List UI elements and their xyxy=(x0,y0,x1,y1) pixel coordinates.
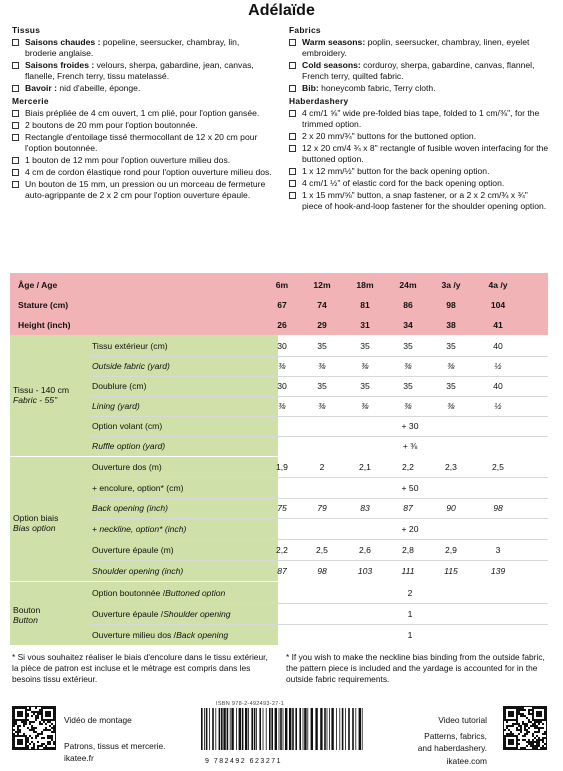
footnote-english: * If you wish to make the neckline bias binding from the outside fabric, the pattern piece is included and the yardage is accounted for in the outside fabric requirements. xyxy=(286,652,545,684)
cell-value: 35 xyxy=(360,381,370,391)
item-text: 1 x 12 mm/½" button for the back opening option. xyxy=(302,166,490,176)
cell-value: 74 xyxy=(317,300,327,310)
row-label: Doublure (cm) xyxy=(92,381,147,391)
cell-value: 98 xyxy=(493,503,503,514)
row-label: Height (inch) xyxy=(18,320,71,330)
biais-row xyxy=(10,498,548,518)
cell-value: 87 xyxy=(277,565,287,576)
cell-value: ⅜ xyxy=(278,401,286,411)
tissu-row xyxy=(10,436,548,456)
video-label-en: Video tutorial xyxy=(438,715,487,725)
cell-value: 3 xyxy=(495,544,501,555)
qr-code-en[interactable] xyxy=(503,706,547,750)
item-text: 4 cm/1 ½" of elastic cord for the back opening option. xyxy=(302,178,505,188)
haberdashery-item xyxy=(12,155,272,166)
checkbox[interactable] xyxy=(289,39,296,46)
cell-value: 26 xyxy=(277,320,287,330)
cell-value: 4a /y xyxy=(488,280,508,290)
cell-value: 2,2 xyxy=(402,462,414,472)
row-label: Ouverture dos (m) xyxy=(92,462,162,472)
cell-value: 2,6 xyxy=(359,544,371,555)
checkbox[interactable] xyxy=(12,157,19,164)
row-label xyxy=(92,609,231,619)
mercerie-heading: Mercerie xyxy=(12,96,49,106)
cell-value: 67 xyxy=(277,300,287,310)
cell-value: 38 xyxy=(446,320,456,330)
fabric-list-text: poplin, seersucker, chambray, linen, eyelet embroidery. xyxy=(302,37,530,58)
haberdashery-item xyxy=(289,166,549,177)
cell-value: ⅜ xyxy=(278,361,286,371)
cell-value: 2,5 xyxy=(316,544,328,555)
checkbox[interactable] xyxy=(289,192,296,199)
item-text: 1 bouton de 12 mm pour l'option ouverture milieu dos. xyxy=(25,155,231,165)
cell-value: ⅜ xyxy=(447,361,455,371)
fabric-item xyxy=(12,37,272,59)
checkbox[interactable] xyxy=(289,85,296,92)
haberdashery-heading: Haberdashery xyxy=(289,96,349,106)
checkbox[interactable] xyxy=(289,110,296,117)
haberdashery-item xyxy=(289,108,549,130)
qr-code-fr[interactable] xyxy=(12,706,56,750)
season-label: Warm seasons: xyxy=(302,37,366,47)
cell-value: 12m xyxy=(313,280,331,290)
cell-value: 35 xyxy=(403,341,413,351)
season-label: Cold seasons: xyxy=(302,60,361,70)
checkbox[interactable] xyxy=(12,122,19,129)
tissu-row xyxy=(10,416,548,436)
haberdashery-item xyxy=(12,132,272,154)
item-text: Un bouton de 15 mm, un pression ou un morceau de fermeture auto-agrippante de 2 x 2 cm pour l'option ouverture épaule. xyxy=(25,179,266,200)
cell-value: 1,9 xyxy=(276,462,288,472)
row-label xyxy=(92,588,225,598)
row-label: Shoulder opening (inch) xyxy=(92,565,184,576)
english-materials-column xyxy=(289,24,549,212)
cell-value: 2,2 xyxy=(276,544,288,555)
row-label: Option volant (cm) xyxy=(92,421,163,431)
links-label-en-1: Patterns, fabrics, xyxy=(424,731,487,741)
item-text: Rectangle d'entoilage tissé thermocollant de 12 x 20 cm pour l'option boutonnée. xyxy=(25,132,258,153)
fabric-item xyxy=(289,83,549,94)
cell-value: 35 xyxy=(403,381,413,391)
cell-value: 30 xyxy=(277,381,287,391)
item-text: 4 cm/1 ⅝" wide pre-folded bias tape, folded to 1 cm/⅜", for the trimmed option. xyxy=(302,108,540,129)
item-text: 2 x 20 mm/¾" buttons for the buttoned option. xyxy=(302,131,477,141)
haberdashery-item xyxy=(12,167,272,178)
cell-value: ⅜ xyxy=(404,361,412,371)
cell-value: 34 xyxy=(403,320,413,330)
cell-value: 2,8 xyxy=(402,544,414,555)
height-row xyxy=(10,315,548,335)
tissu-row xyxy=(10,396,548,416)
row-label: + encolure, option* (cm) xyxy=(92,482,184,493)
tissu-row xyxy=(10,336,548,356)
video-label-fr: Vidéo de montage xyxy=(64,715,132,725)
item-text: 12 x 20 cm/4 ¾ x 8" rectangle of fusible woven interfacing for the buttoned option. xyxy=(302,143,549,164)
season-label: Bib: xyxy=(302,83,319,93)
tissu-row xyxy=(10,356,548,376)
row-label: Âge / Age xyxy=(18,280,58,290)
cell-value: 35 xyxy=(317,341,327,351)
checkbox[interactable] xyxy=(289,62,296,69)
haberdashery-item xyxy=(289,131,549,142)
haberdashery-item xyxy=(289,178,549,189)
cell-value: 2,9 xyxy=(445,544,457,555)
bouton-row xyxy=(10,604,548,624)
tissu-group-label: Tissu - 140 cm Fabric - 55" xyxy=(13,385,70,405)
french-materials-column xyxy=(12,24,272,201)
checkbox[interactable] xyxy=(12,39,19,46)
fabric-item xyxy=(12,60,272,82)
cell-value: 75 xyxy=(277,503,287,514)
footnote-french: * Si vous souhaitez réaliser le biais d'encolure dans le tissu extérieur, la pièce de patron est incluse et le métrage est compris dans les besoins tissu extérieur. xyxy=(12,652,268,684)
tissus-heading: Tissus xyxy=(12,25,41,35)
cell-value: 2,1 xyxy=(359,462,371,472)
cell-value: 104 xyxy=(490,300,506,310)
span-value: + 30 xyxy=(401,421,419,431)
bouton-group-label: Bouton Button xyxy=(13,605,41,625)
fabric-list-text: nid d'abeille, éponge. xyxy=(57,83,141,93)
haberdashery-item xyxy=(289,190,549,212)
cell-value: ⅜ xyxy=(447,401,455,411)
cell-value: 139 xyxy=(490,565,506,576)
checkbox[interactable] xyxy=(289,145,296,152)
haberdashery-item xyxy=(12,120,272,131)
bouton-row xyxy=(10,583,548,603)
cell-value: 2 xyxy=(319,462,325,472)
cell-value: 103 xyxy=(357,565,373,576)
biais-row xyxy=(10,478,548,498)
biais-row xyxy=(10,561,548,581)
row-label: Lining (yard) xyxy=(92,401,140,411)
cell-value: 35 xyxy=(446,341,456,351)
haberdashery-item xyxy=(12,108,272,119)
season-label: Bavoir : xyxy=(25,83,57,93)
span-value: 2 xyxy=(407,588,413,598)
row-label: Tissu extérieur (cm) xyxy=(92,341,168,351)
cell-value: ⅜ xyxy=(404,401,412,411)
cell-value: 2,3 xyxy=(445,462,457,472)
checkbox[interactable] xyxy=(12,62,19,69)
row-label: + neckline, option* (inch) xyxy=(92,524,187,535)
cell-value: 98 xyxy=(317,565,327,576)
cell-value: 115 xyxy=(444,565,458,576)
season-label: Saisons froides : xyxy=(25,60,95,70)
row-label: Stature (cm) xyxy=(18,300,69,310)
item-text: 1 x 15 mm/⅝" button, a snap fastener, or a 2 x 2 cm/¾ x ¾" piece of hook-and-loop fastener for the shoulder opening option. xyxy=(302,190,547,211)
cell-value: ½ xyxy=(494,361,502,371)
cell-value: 2,5 xyxy=(492,462,504,472)
barcode-digits: 9 782492 623271 xyxy=(205,758,282,765)
checkbox[interactable] xyxy=(12,134,19,141)
cell-value: 81 xyxy=(360,300,370,310)
cell-value: 3a /y xyxy=(441,280,461,290)
cell-value: 79 xyxy=(317,503,327,514)
cell-value: 41 xyxy=(493,320,503,330)
row-label: Ruffle option (yard) xyxy=(92,441,166,451)
cell-value: ⅜ xyxy=(318,401,326,411)
span-value: + ⅜ xyxy=(402,441,418,451)
cell-value: 111 xyxy=(401,565,415,576)
cell-value: 98 xyxy=(446,300,456,310)
cell-value: ⅜ xyxy=(361,401,369,411)
label-en: Buttoned option xyxy=(165,588,226,598)
span-value: 1 xyxy=(407,609,413,619)
biais-row xyxy=(10,540,548,560)
season-label: Saisons chaudes : xyxy=(25,37,101,47)
checkbox[interactable] xyxy=(289,180,296,187)
cell-value: 30 xyxy=(277,341,287,351)
cell-value: ⅜ xyxy=(318,361,326,371)
item-text: Biais prépliée de 4 cm ouvert, 1 cm plié, pour l'option gansée. xyxy=(25,108,260,118)
cell-value: 35 xyxy=(446,381,456,391)
fabric-item xyxy=(12,83,272,94)
haberdashery-item xyxy=(12,179,272,201)
cell-value: ⅜ xyxy=(361,361,369,371)
cell-value: 24m xyxy=(399,280,417,290)
biais-row xyxy=(10,457,548,477)
cell-value: 35 xyxy=(317,381,327,391)
row-label: Ouverture épaule (m) xyxy=(92,544,174,555)
checkbox[interactable] xyxy=(289,133,296,140)
item-text: 2 boutons de 20 mm pour l'option boutonnée. xyxy=(25,120,198,130)
links-label-en-2: and haberdashery. xyxy=(417,743,487,753)
cell-value: 40 xyxy=(493,341,503,351)
isbn-text: ISBN 978-2-492493-27-1 xyxy=(216,701,285,707)
biais-group-label: Option biais Bias option xyxy=(13,513,59,533)
checkbox[interactable] xyxy=(12,169,19,176)
fabric-list-text: popeline, seersucker, chambray, lin, broderie anglaise. xyxy=(25,37,240,58)
site-en[interactable]: ikatee.com xyxy=(446,756,487,766)
barcode xyxy=(195,706,370,754)
label-en: Back opening xyxy=(176,630,229,640)
checkbox[interactable] xyxy=(12,85,19,92)
site-fr[interactable]: ikatee.fr xyxy=(64,753,94,763)
fabric-list-text: corduroy, sherpa, gabardine, canvas, flannel, French terry, quilted fabric. xyxy=(302,60,535,81)
bouton-row xyxy=(10,625,548,645)
span-value: + 20 xyxy=(401,524,419,535)
tissu-row xyxy=(10,376,548,396)
checkbox[interactable] xyxy=(289,168,296,175)
label-fr: Ouverture milieu dos / xyxy=(92,630,177,640)
fabric-item xyxy=(289,60,549,82)
page-title: Adélaïde xyxy=(248,2,315,19)
span-value: 1 xyxy=(407,630,413,640)
cell-value: 87 xyxy=(403,503,413,514)
cell-value: 18m xyxy=(356,280,374,290)
biais-row xyxy=(10,519,548,539)
cell-value: ½ xyxy=(494,401,502,411)
label-fr: Ouverture épaule / xyxy=(92,609,164,619)
links-label-fr: Patrons, tissus et mercerie. xyxy=(64,741,166,751)
row-label xyxy=(92,630,228,640)
cell-value: 40 xyxy=(493,381,503,391)
checkbox[interactable] xyxy=(12,110,19,117)
label-en: Shoulder opening xyxy=(163,609,231,619)
stature-row xyxy=(10,295,548,315)
checkbox[interactable] xyxy=(12,181,19,188)
cell-value: 35 xyxy=(360,341,370,351)
haberdashery-item xyxy=(289,143,549,165)
span-value: + 50 xyxy=(401,482,419,493)
cell-value: 6m xyxy=(275,280,289,290)
cell-value: 83 xyxy=(360,503,370,514)
cell-value: 90 xyxy=(446,503,456,514)
cell-value: 31 xyxy=(360,320,370,330)
label-fr: Option boutonnée / xyxy=(92,588,166,598)
row-label: Back opening (inch) xyxy=(92,503,168,514)
fabric-item xyxy=(289,37,549,59)
fabric-list-text: honeycomb fabric, Terry cloth. xyxy=(318,83,436,93)
fabrics-heading: Fabrics xyxy=(289,25,321,35)
cell-value: 86 xyxy=(403,300,413,310)
age-header-row xyxy=(10,275,548,295)
cell-value: 29 xyxy=(317,320,327,330)
fabric-list-text: velours, sherpa, gabardine, jean, canvas, flanelle, French terry, tissu matelassé. xyxy=(25,60,254,81)
row-label: Outside fabric (yard) xyxy=(92,361,170,371)
item-text: 4 cm de cordon élastique rond pour l'option ouverture milieu dos. xyxy=(25,167,272,177)
